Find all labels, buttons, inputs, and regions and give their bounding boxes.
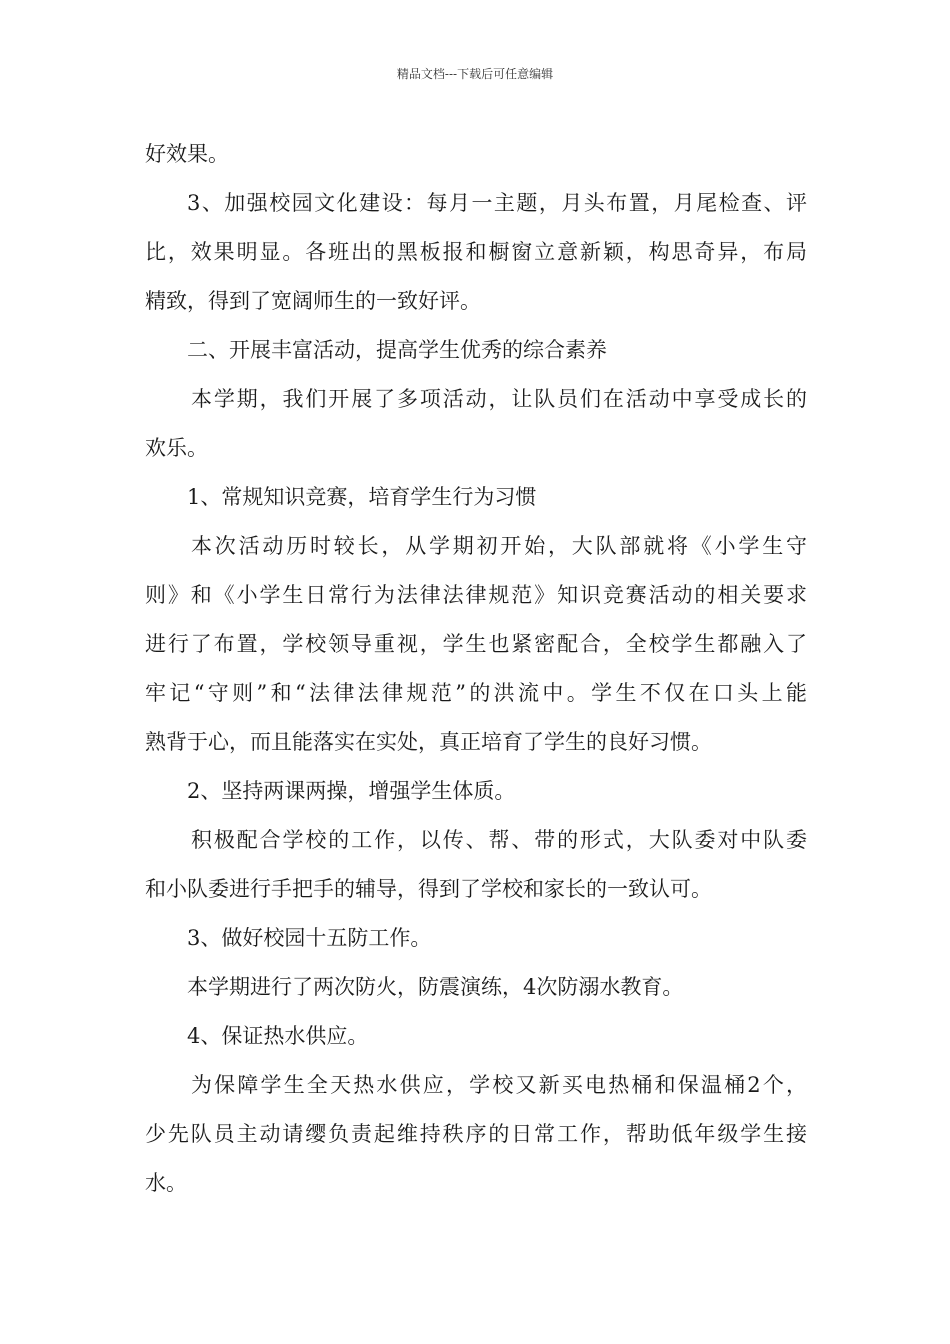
- page-header: 精品文档---下载后可任意编辑: [396, 67, 554, 81]
- text-line: 和小队委进行手把手的辅导，得到了学校和家长的一致认可。: [145, 877, 712, 901]
- subsection-heading: 1、常规知识竞赛，培育学生行为习惯: [187, 485, 537, 509]
- text-line: 精致，得到了宽阔师生的一致好评。: [145, 289, 481, 313]
- text-line: 积极配合学校的工作，以传、帮、带的形式，大队委对中队委: [191, 828, 807, 852]
- text-line: 熟背于心，而且能落实在实处，真正培育了学生的良好习惯。: [145, 730, 712, 754]
- text-line: 本学期进行了两次防火，防震演练，4次防溺水教育。: [187, 975, 684, 999]
- text-line: 牢记“守则”和“法律法律规范”的洪流中。学生不仅在口头上能: [145, 681, 807, 705]
- subsection-heading: 2、坚持两课两操，增强学生体质。: [187, 779, 516, 803]
- document-body: [145, 130, 807, 1208]
- text-line: 本学期，我们开展了多项活动，让队员们在活动中享受成长的: [191, 387, 807, 411]
- text-line: 好效果。: [145, 142, 229, 166]
- text-line: 3、加强校园文化建设：每月一主题，月头布置，月尾检查、评: [187, 191, 807, 215]
- text-line: 则》和《小学生日常行为法律法律规范》知识竞赛活动的相关要求: [145, 583, 807, 607]
- text-line: 少先队员主动请缨负责起维持秩序的日常工作，帮助低年级学生接: [145, 1122, 807, 1146]
- text-line: 欢乐。: [145, 436, 208, 460]
- text-line: 水。: [145, 1171, 187, 1195]
- text-line: 比，效果明显。各班出的黑板报和橱窗立意新颖，构思奇异，布局: [145, 240, 807, 264]
- section-heading: 二、开展丰富活动，提高学生优秀的综合素养: [187, 338, 607, 362]
- subsection-heading: 4、保证热水供应。: [187, 1024, 369, 1048]
- subsection-heading: 3、做好校园十五防工作。: [187, 926, 432, 950]
- text-line: 进行了布置，学校领导重视，学生也紧密配合，全校学生都融入了: [145, 632, 807, 656]
- text-line: 为保障学生全天热水供应，学校又新买电热桶和保温桶2个，: [191, 1073, 807, 1097]
- text-line: 本次活动历时较长，从学期初开始，大队部就将《小学生守: [191, 534, 807, 558]
